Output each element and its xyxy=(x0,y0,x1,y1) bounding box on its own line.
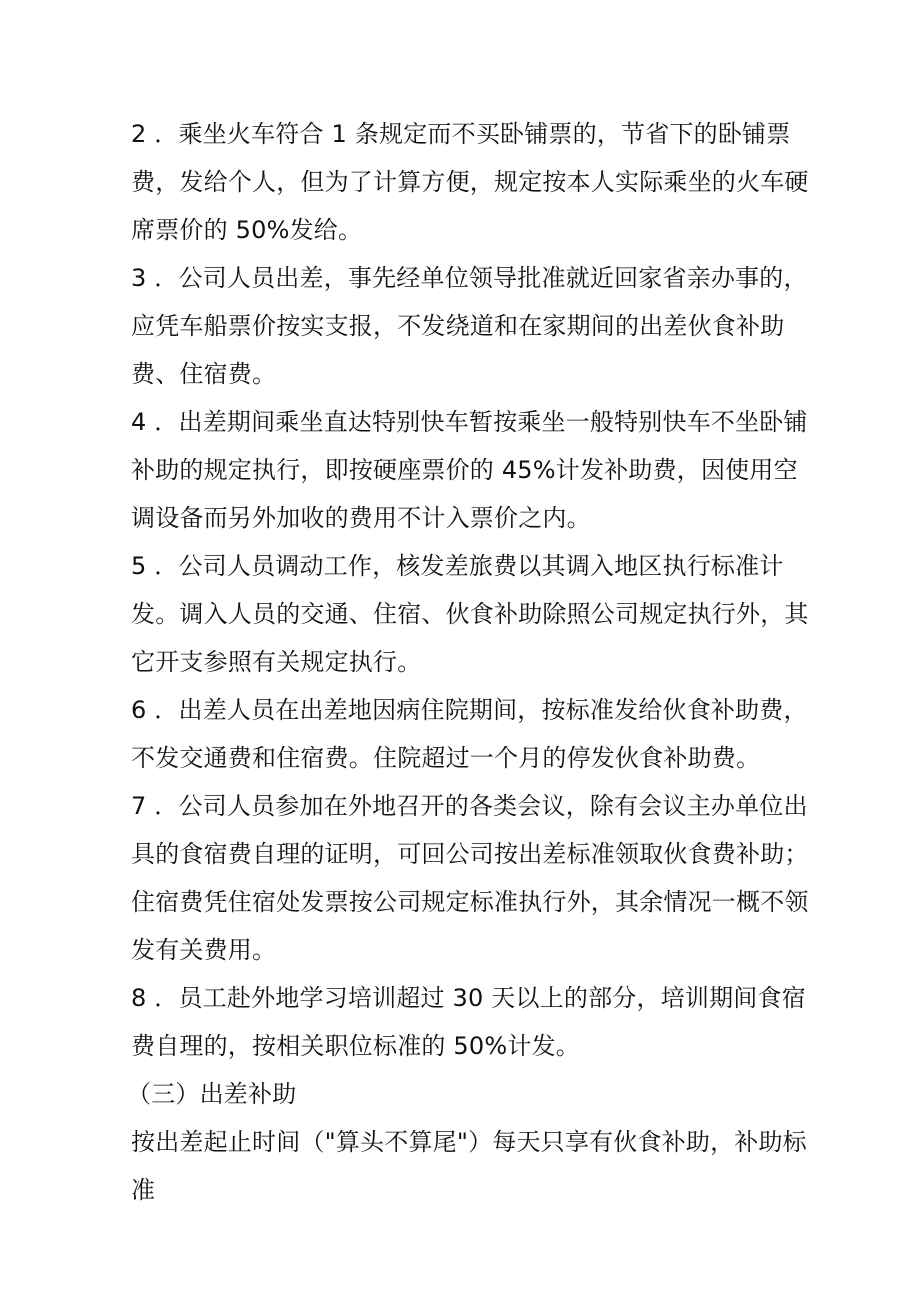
paragraph-item-4: 4 ．出差期间乘坐直达特别快车暂按乘坐一般特别快车不坐卧铺补助的规定执行，即按硬座票价的 45%计发补助费，因使用空调设备而另外加收的费用不计入票价之内。 xyxy=(131,408,808,532)
paragraph-item-6: 6 ．出差人员在出差地因病住院期间，按标准发给伙食补助费，不发交通费和住宿费。住院超过一个月的停发伙食补助费。 xyxy=(131,696,808,772)
paragraph-item-8: 8 ．员工赴外地学习培训超过 30 天以上的部分，培训期间食宿费自理的，按相关职位标准的 50%计发。 xyxy=(131,984,806,1060)
final-paragraph: 按出差起止时间（"算头不算尾"）每天只享有伙食补助，补助标准 xyxy=(131,1128,807,1204)
paragraph-item-3: 3 ．公司人员出差，事先经单位领导批准就近回家省亲办事的，应凭车船票价按实支报，不发绕道和在家期间的出差伙食补助费、住宿费。 xyxy=(131,264,808,388)
section-heading: （三）出差补助 xyxy=(127,1080,297,1108)
paragraph-item-2: 2 ．乘坐火车符合 1 条规定而不买卧铺票的，节省下的卧铺票费，发给个人，但为了计算方便，规定按本人实际乘坐的火车硬席票价的 50%发给。 xyxy=(131,120,809,244)
paragraph-item-5: 5 ．公司人员调动工作，核发差旅费以其调入地区执行标准计发。调入人员的交通、住宿、伙食补助除照公司规定执行外，其它开支参照有关规定执行。 xyxy=(131,552,809,676)
document-body xyxy=(127,110,811,1214)
paragraph-item-7: 7 ．公司人员参加在外地召开的各类会议，除有会议主办单位出具的食宿费自理的证明，可回公司按出差标准领取伙食费补助；住宿费凭住宿处发票按公司规定标准执行外，其余情况一概不领发有关费用。 xyxy=(131,792,809,964)
